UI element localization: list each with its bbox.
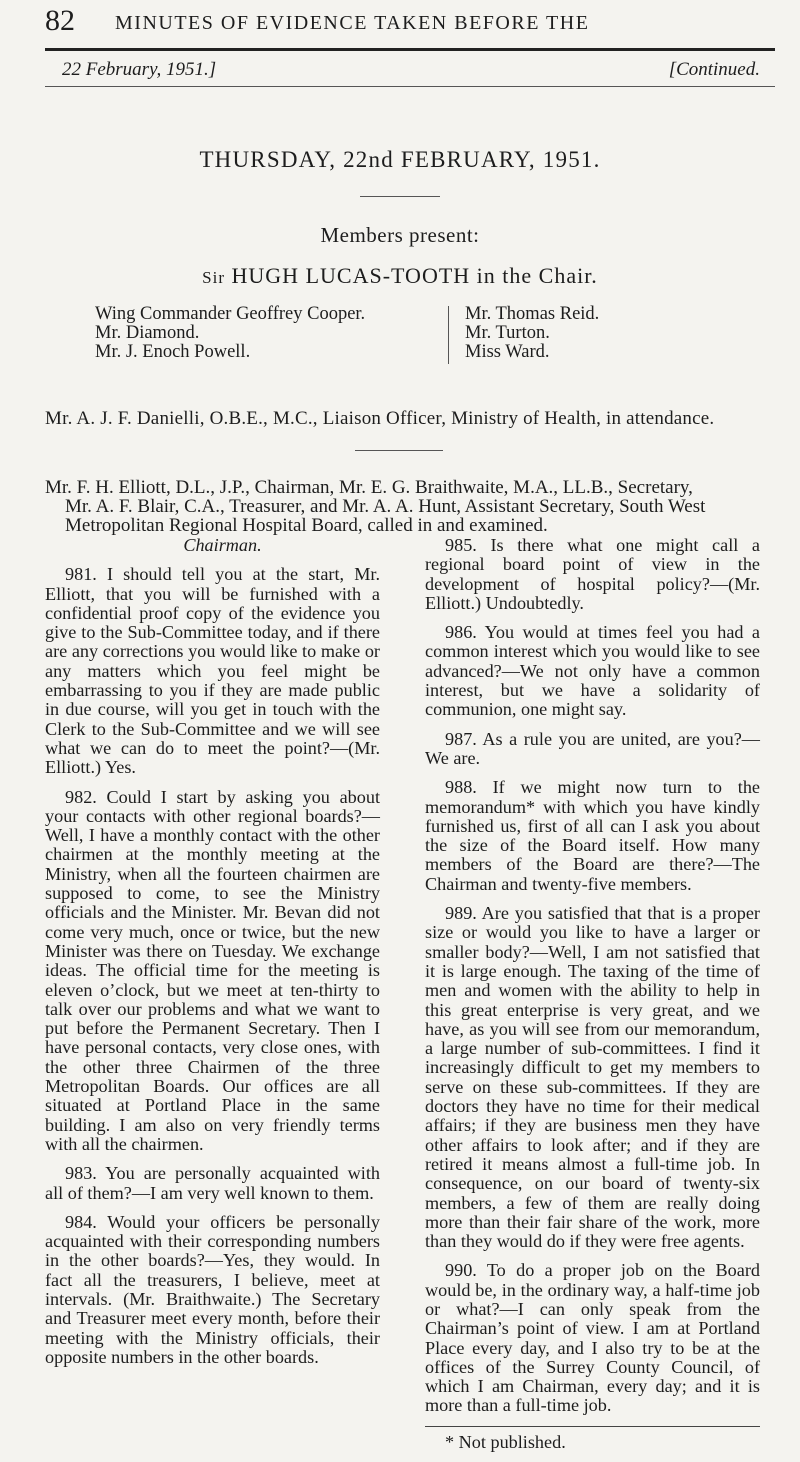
chair-prefix: Sir <box>202 268 226 287</box>
member: Mr. J. Enoch Powell. <box>95 342 251 362</box>
page-number: 82 <box>45 4 75 37</box>
question-984: 984. Would your officers be personally acquainted with their corresponding numbers in the other boards?—Yes, they would. In fact all the treasurers, I believe, meet at intervals. (Mr. Braithwaite.) The Secretary and Treasurer meet every month, before their meeting with the Ministry officials, their opposite numbers in the other boards. <box>45 1211 380 1367</box>
footnote-rule <box>425 1426 760 1427</box>
question-989: 989. Are you satisfied that that is a proper size or would you like to have a larger or smaller body?—Well, I am not satisfied that it is large enough. The taxing of the time of men and women with the ability to help in this great enterprise is very great, and we have, as you will see from our memorandum, a large number of sub-committees. I find it increasingly difficult to get my members to serve on these sub-committees. If they are doctors they have no time for their medical affairs; if they are business men they have other affairs to look after; and if they are retired it means almost a full-time job. In consequence, on our board of twenty-six members, a few of them are really doing more than their fair share of the work, more than they would do if they were free agents. <box>425 903 760 1252</box>
right-column <box>425 536 760 1462</box>
dateline: 22 February, 1951.] <box>62 59 217 80</box>
speaker-heading: Chairman. <box>183 535 262 555</box>
section-divider <box>360 196 440 197</box>
running-head: MINUTES OF EVIDENCE TAKEN BEFORE THE <box>115 12 590 34</box>
members-list-left <box>95 305 365 362</box>
question-990: 990. To do a proper job on the Board would be, in the ordinary way, a half-time job or what?—I can only speak from the Chairman’s point of view. I am at Portland Place every day, and I also try to be at the offices of the Surrey County Council, of which I am Chairman, every day; and it is more than a full-time job. <box>425 1260 760 1416</box>
member: Mr. Turton. <box>465 323 550 343</box>
members-list-right <box>465 305 599 362</box>
member: Wing Commander Geoffrey Cooper. <box>95 304 366 324</box>
question-986: 986. You would at times feel you had a common interest which you would like to see advanced?—We not only have a common interest, but we have a solidarity of communion, one might say. <box>425 622 760 720</box>
continued-label: [Continued. <box>668 59 760 80</box>
member: Mr. Diamond. <box>95 323 200 343</box>
chair-line <box>0 263 800 289</box>
liaison-officer-line: Mr. A. J. F. Danielli, O.B.E., M.C., Liaison Officer, Ministry of Health, in attendance. <box>45 408 715 429</box>
day-heading: THURSDAY, 22nd FEBRUARY, 1951. <box>199 147 601 172</box>
members-present-label: Members present: <box>320 223 480 247</box>
witnesses-paragraph <box>45 478 763 535</box>
section-divider <box>355 450 443 451</box>
question-981: 981. I should tell you at the start, Mr. Elliott, that you will be furnished with a confidential proof copy of the evidence you give to the Sub-Committee today, and if there are any corrections you would like to make or any matters which you feel might be embarrassing to you if they are made public in due course, will you get in touch with the Clerk to the Sub-Committee and we will see what we can do to meet the point?—(Mr. Elliott.) Yes. <box>45 564 380 778</box>
member: Mr. Thomas Reid. <box>465 304 600 324</box>
question-987: 987. As a rule you are united, are you?—We are. <box>425 728 760 768</box>
footnote: * Not published. <box>445 1431 566 1452</box>
chair-name: HUGH LUCAS-TOOTH in the Chair. <box>231 263 598 288</box>
question-982: 982. Could I start by asking you about your contacts with other regional boards?—Well, I have a monthly contact with the other chairmen at the monthly meeting at the Ministry, when all the fourteen chairmen are supposed to come, to see the Ministry officials and the Minister. Mr. Bevan did not come very much, once or twice, but the new Minister was there on Tuesday. We exchange ideas. The official time for the meeting is eleven o’clock, but we meet at ten-thirty to talk over our problems and what we want to put before the Permanent Secretary. Then I have personal contacts, very close ones, with the other three Chairmen of the three Metropolitan Boards. Our offices are all situated at Portland Place in the same building. I am also on very friendly terms with all the chairmen. <box>45 786 380 1154</box>
question-983: 983. You are personally acquainted with all of them?—I am very well known to them. <box>45 1163 380 1203</box>
member: Miss Ward. <box>465 342 550 362</box>
members-divider <box>448 306 449 364</box>
witness-line: Mr. A. F. Blair, C.A., Treasurer, and Mr. A. A. Hunt, Assistant Secretary, South West <box>65 496 706 517</box>
witness-line: Mr. F. H. Elliott, D.L., J.P., Chairman, Mr. E. G. Braithwaite, M.A., LL.B., Secretary, <box>45 477 693 498</box>
header-rule-bottom <box>45 86 775 87</box>
left-column <box>45 536 380 1377</box>
question-988: 988. If we might now turn to the memorandum* with which you have kindly furnished us, first of all can I ask you about the size of the Board itself. How many members of the Board are there?—The Chairman and twenty-five members. <box>425 777 760 894</box>
witness-line: Metropolitan Regional Hospital Board, called in and examined. <box>65 515 548 536</box>
question-985: 985. Is there what one might call a regional board point of view in the development of hospital policy?—(Mr. Elliott.) Undoubtedly. <box>425 535 760 613</box>
page-header <box>45 4 775 44</box>
header-rule-top <box>45 48 775 51</box>
